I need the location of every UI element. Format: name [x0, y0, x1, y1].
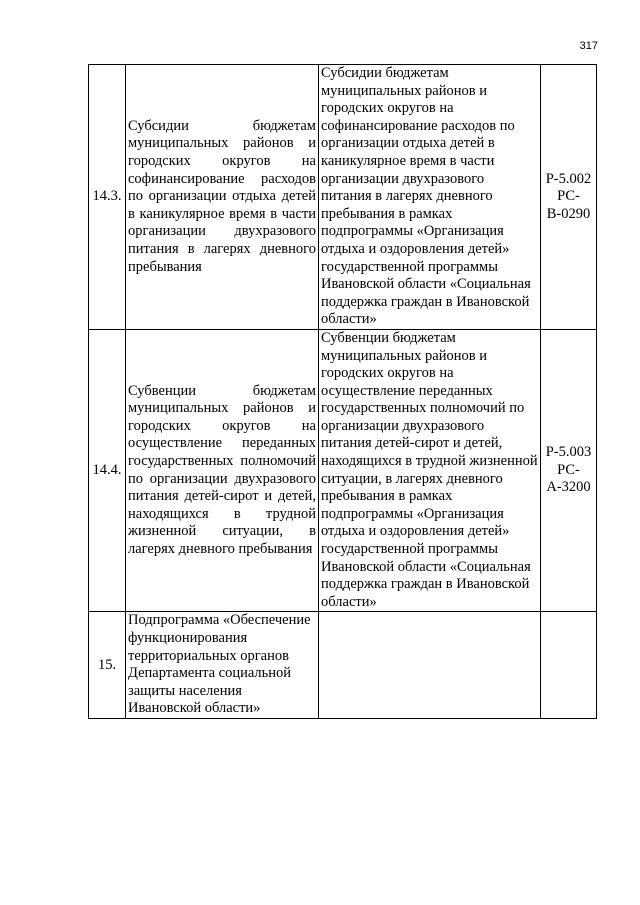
row-code [541, 612, 597, 719]
row-number: 14.3. [89, 65, 126, 330]
table-row [89, 612, 597, 719]
table-row [89, 329, 597, 612]
row-code: Р-5.002 РС-В-0290 [541, 65, 597, 330]
row-name: Субвенции бюджетам муниципальных районов и городских округов на осуществление переданных государственных полномочий по организации двухразового питания детей-сирот и детей, находящихся в трудной жизненной ситуации, в лагерях дневного пребывания [126, 329, 319, 612]
table-row [89, 65, 597, 330]
page-number: 317 [579, 40, 598, 52]
row-description: Субсидии бюджетам муниципальных районов и городских округов на софинансирование расходов по организации отдыха детей в каникулярное время в части организации двухразового питания в лагерях дневного пребывания в рамках подпрограммы «Организация отдыха и оздоровления детей» государственной программы Ивановской области «Социальная поддержка граждан в Ивановской области» [319, 65, 541, 330]
row-code: Р-5.003 РС-А-3200 [541, 329, 597, 612]
row-name: Субсидии бюджетам муниципальных районов и городских округов на софинансирование расходов по организации отдыха детей в каникулярное время в части организации двухразового питания в лагерях дневного пребывания [126, 65, 319, 330]
budget-table [88, 64, 597, 719]
row-description: Субвенции бюджетам муниципальных районов и городских округов на осуществление переданных государственных полномочий по организации двухразового питания детей-сирот и детей, находящихся в трудной жизненной ситуации, в лагерях дневного пребывания в рамках подпрограммы «Организация отдыха и оздоровления детей» государственной программы Ивановской области «Социальная поддержка граждан в Ивановской области» [319, 329, 541, 612]
row-description [319, 612, 541, 719]
row-number: 14.4. [89, 329, 126, 612]
row-name: Подпрограмма «Обеспечение функционирования территориальных органов Департамента социальной защиты населения Ивановской области» [126, 612, 319, 719]
row-number: 15. [89, 612, 126, 719]
